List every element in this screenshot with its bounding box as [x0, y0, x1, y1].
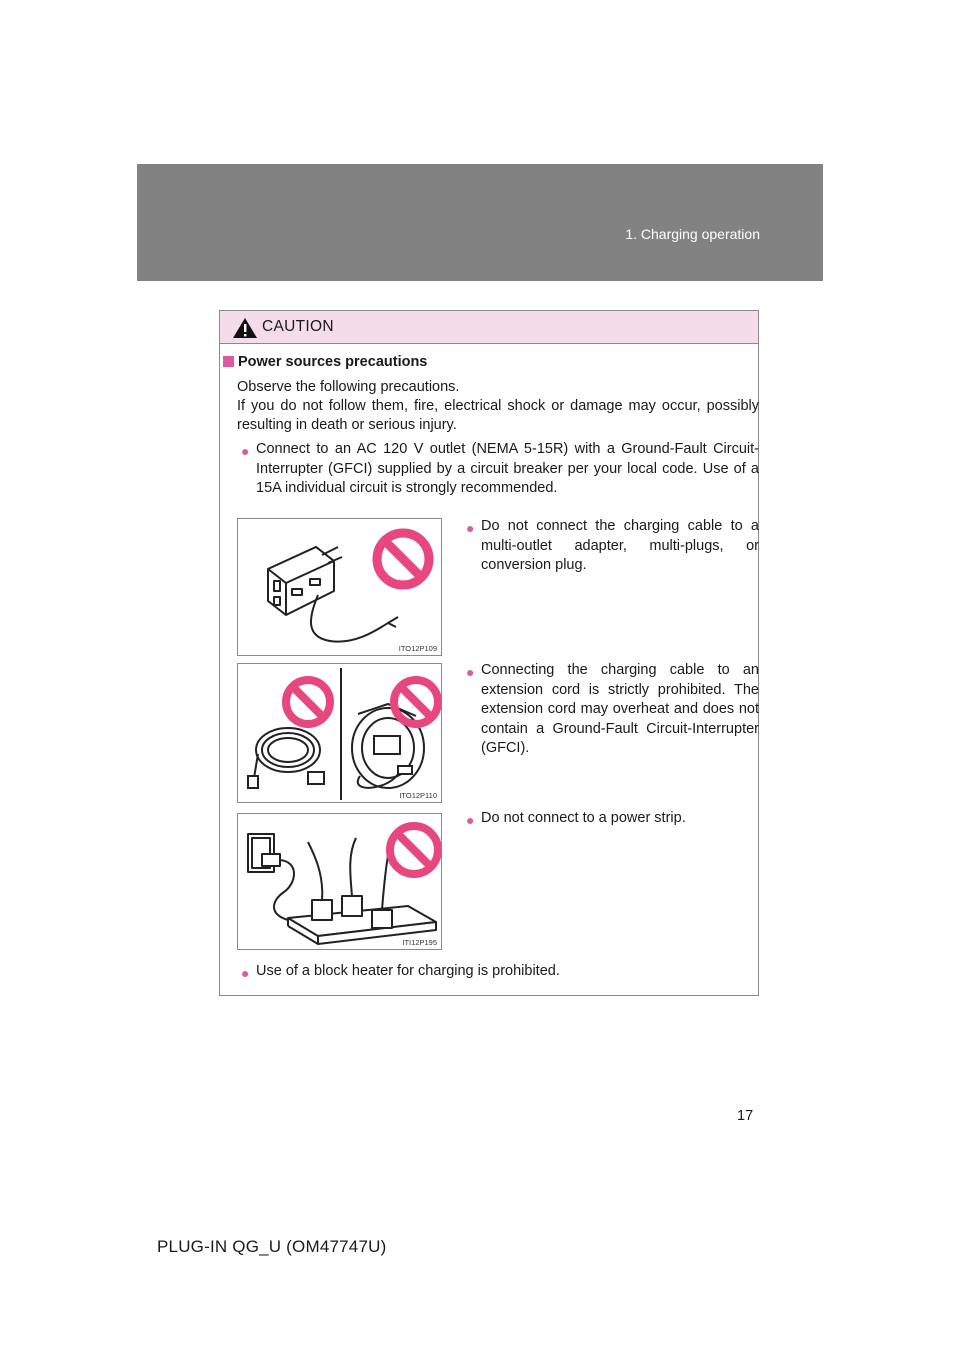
bullet-heater: ● Use of a block heater for charging is prohibited.	[256, 962, 759, 982]
power-strip-illustration	[238, 814, 441, 949]
page-number: 17	[737, 1108, 754, 1124]
caution-box	[219, 310, 759, 996]
figure-power-strip	[237, 813, 442, 950]
caution-header	[220, 311, 758, 344]
square-bullet-icon	[223, 356, 234, 367]
warning-icon	[232, 317, 258, 339]
bullet-dot-icon: ●	[466, 664, 475, 680]
bullet-extension: ● Connecting the charging cable to an extension cord is strictly prohibited. The extension cord may overheat and does not contain a Ground-Fault Circuit-Interrupter (GFCI).	[466, 662, 759, 756]
intro-line-2: If you do not follow them, fire, electrical shock or damage may occur, possibly resulting in death or serious injury.	[237, 398, 759, 433]
section-title: 1. Charging operation	[625, 226, 760, 242]
bullet-adapter: ● Do not connect the charging cable to a multi-outlet adapter, multi-plugs, or conversion plug.	[466, 518, 759, 573]
document-id: PLUG-IN QG_U (OM47747U)	[157, 1237, 387, 1256]
intro-line-1: Observe the following precautions.	[237, 379, 460, 395]
bullet-dot-icon: ●	[466, 520, 475, 536]
extension-cord-illustration	[238, 664, 441, 802]
figure-extension	[237, 663, 442, 803]
figure-code: ITO12P110	[399, 791, 437, 800]
caution-title: CAUTION	[262, 318, 334, 335]
header-band	[137, 164, 823, 281]
bullet-strip: ● Do not connect to a power strip.	[481, 809, 759, 829]
bullet-dot-icon: ●	[466, 812, 475, 828]
section-heading: Power sources precautions	[223, 354, 427, 370]
bullet-dot-icon: ●	[241, 965, 250, 981]
bullet-dot-icon: ●	[241, 443, 250, 459]
adapter-illustration	[238, 519, 441, 655]
figure-adapter	[237, 518, 442, 656]
bullet-outlet: ● Connect to an AC 120 V outlet (NEMA 5-15R) with a Ground-Fault Circuit-Interrupter (GFCI) supplied by a circuit breaker per your local code. Use of a 15A individual circuit is strongly recommended.	[241, 441, 759, 496]
figure-code: ITO12P109	[398, 644, 437, 653]
figure-code: ITI12P195	[402, 938, 437, 947]
